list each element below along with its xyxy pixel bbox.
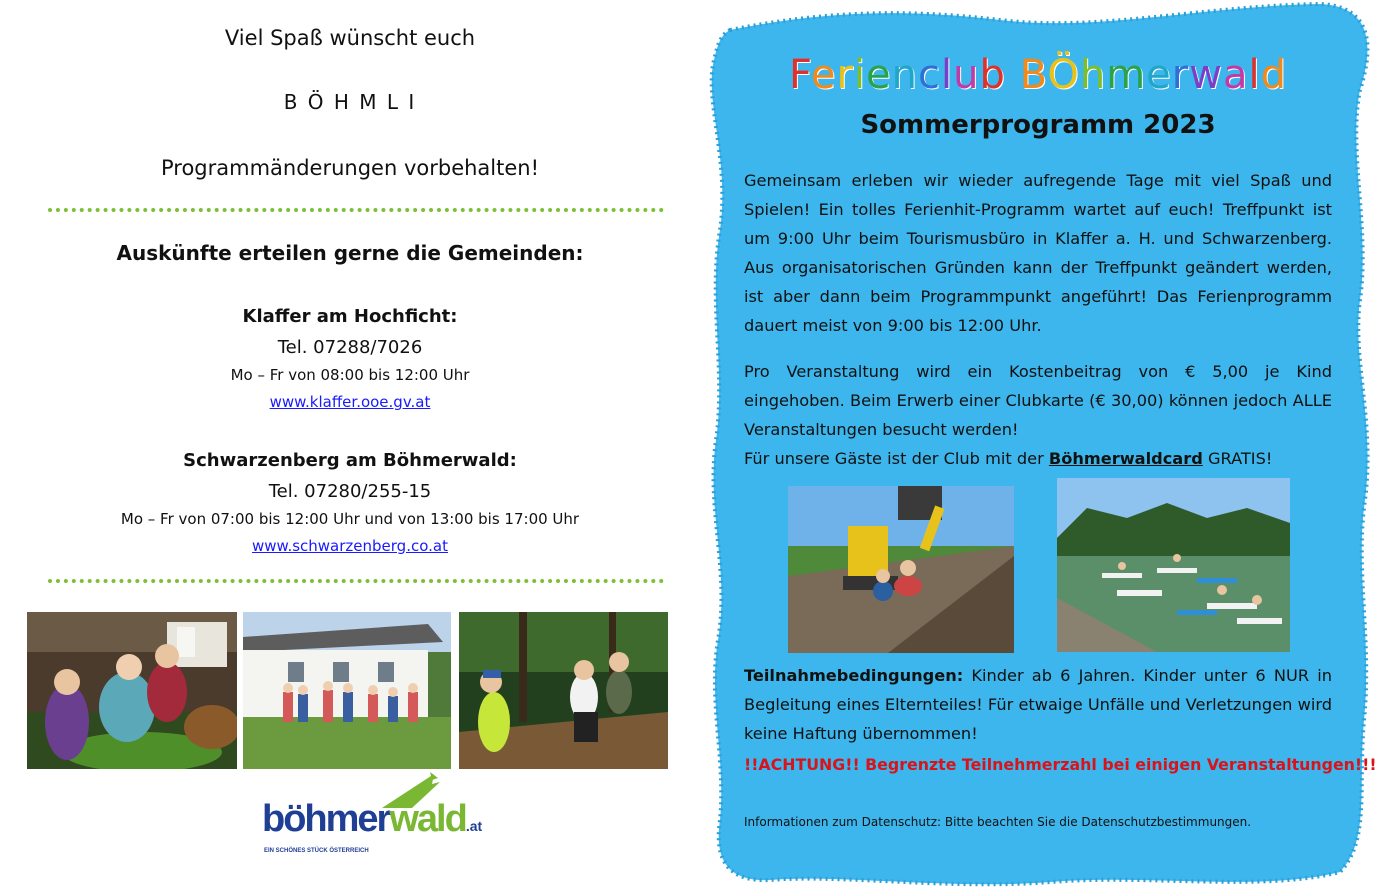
program-title: Sommerprogramm 2023 [860, 110, 1216, 140]
club-title-letter: e [866, 52, 892, 98]
logo-tagline: EIN SCHÖNES STÜCK ÖSTERREICH [264, 848, 369, 854]
schwarzenberg-name: Schwarzenberg am Böhmerwald: [183, 450, 517, 471]
photo-barn-calves [27, 612, 237, 769]
club-title-letter: e [810, 52, 837, 98]
guests-pre: Für unsere Gäste ist der Club mit der [744, 449, 1049, 468]
boehmerwald-logo [262, 770, 483, 860]
greeting-text: Viel Spaß wünscht euch [224, 26, 476, 50]
disclaimer-text: Programmänderungen vorbehalten! [160, 156, 540, 180]
club-title-letter: l [1248, 52, 1261, 98]
guests-post: GRATIS! [1202, 449, 1273, 468]
club-title-letter: n [891, 52, 918, 98]
divider-top [48, 208, 664, 212]
schwarzenberg-phone: Tel. 07280/255-15 [268, 481, 432, 502]
klaffer-phone: Tel. 07288/7026 [277, 337, 423, 358]
club-title [706, 52, 1370, 98]
club-title-letter: e [1146, 52, 1172, 98]
photo-forest [459, 612, 668, 769]
club-title-letter: r [836, 52, 854, 98]
signature-text: B Ö H M L I [283, 90, 417, 114]
club-title-letter: d [1260, 52, 1287, 98]
boehmerwaldcard-link[interactable]: Böhmerwaldcard [1048, 449, 1203, 468]
info-heading: Auskünfte erteilen gerne die Gemeinden: [116, 241, 584, 265]
klaffer-hours: Mo – Fr von 08:00 bis 12:00 Uhr [230, 366, 470, 384]
club-title-letter [1006, 52, 1020, 98]
guests-line [744, 444, 1332, 473]
intro-paragraph: Gemeinsam erleben wir wieder aufregende Tage mit viel Spaß und Spielen! Ein tolles Ferienhit-Programm wartet auf euch! Treffpunkt ist um 9:00 Uhr beim Tourismusbüro in Klaffer a. H. und Schwarzenberg. Aus organisatorischen Gründen kann der Treffpunkt geändert werden, ist aber dann beim Programmpunkt angeführt! Das Ferienprogramm dauert meist von 9:00 bis 12:00 Uhr. [744, 171, 1332, 335]
conditions-label: Teilnahmebedingungen: [744, 666, 964, 685]
club-title-letter: F [789, 52, 811, 98]
club-title-letter: l [941, 52, 954, 98]
club-title-letter: b [979, 52, 1006, 98]
club-title-letter: B [1019, 52, 1048, 98]
club-title-letter: w [1189, 52, 1223, 98]
club-title-letter: r [1171, 52, 1190, 98]
conditions-text: Kinder ab 6 Jahren. Kinder unter 6 NUR in Begleitung eines Elternteiles! Für etwaige Unfälle und Verletzungen wird keine Haftung übernommen! [744, 666, 1332, 743]
klaffer-link[interactable]: www.klaffer.ooe.gv.at [269, 393, 431, 411]
logo-brand-a: böhmer [262, 798, 390, 840]
photo-lake-sup [1057, 478, 1290, 652]
klaffer-name: Klaffer am Hochficht: [242, 306, 458, 327]
logo-brand-b: wald [389, 798, 466, 840]
warning-text: !!ACHTUNG!! Begrenzte Teilnehmerzahl bei einigen Veranstaltungen!!! [744, 755, 1377, 774]
fee-paragraph: Pro Veranstaltung wird ein Kostenbeitrag von € 5,00 je Kind eingehoben. Beim Erwerb einer Clubkarte (€ 30,00) können jedoch ALLE Veranstaltungen besucht werden! [744, 362, 1332, 439]
club-title-letter: i [853, 52, 867, 98]
photo-group-building [243, 612, 451, 769]
club-title-letter: Ö [1047, 52, 1080, 98]
photo-excavator [788, 486, 1014, 653]
club-title-letter: h [1079, 52, 1107, 98]
club-title-letter: c [918, 52, 941, 98]
club-title-letter: u [953, 52, 980, 98]
privacy-text: Informationen zum Datenschutz: Bitte beachten Sie die Datenschutzbestimmungen. [744, 815, 1252, 829]
divider-bottom [48, 579, 664, 583]
logo-suffix: .at [465, 818, 483, 834]
conditions-paragraph [744, 661, 1332, 748]
club-title-letter: a [1222, 52, 1249, 98]
schwarzenberg-hours: Mo – Fr von 07:00 bis 12:00 Uhr und von 13:00 bis 17:00 Uhr [120, 510, 580, 528]
club-title-letter: m [1106, 52, 1147, 98]
schwarzenberg-link[interactable]: www.schwarzenberg.co.at [252, 537, 448, 555]
